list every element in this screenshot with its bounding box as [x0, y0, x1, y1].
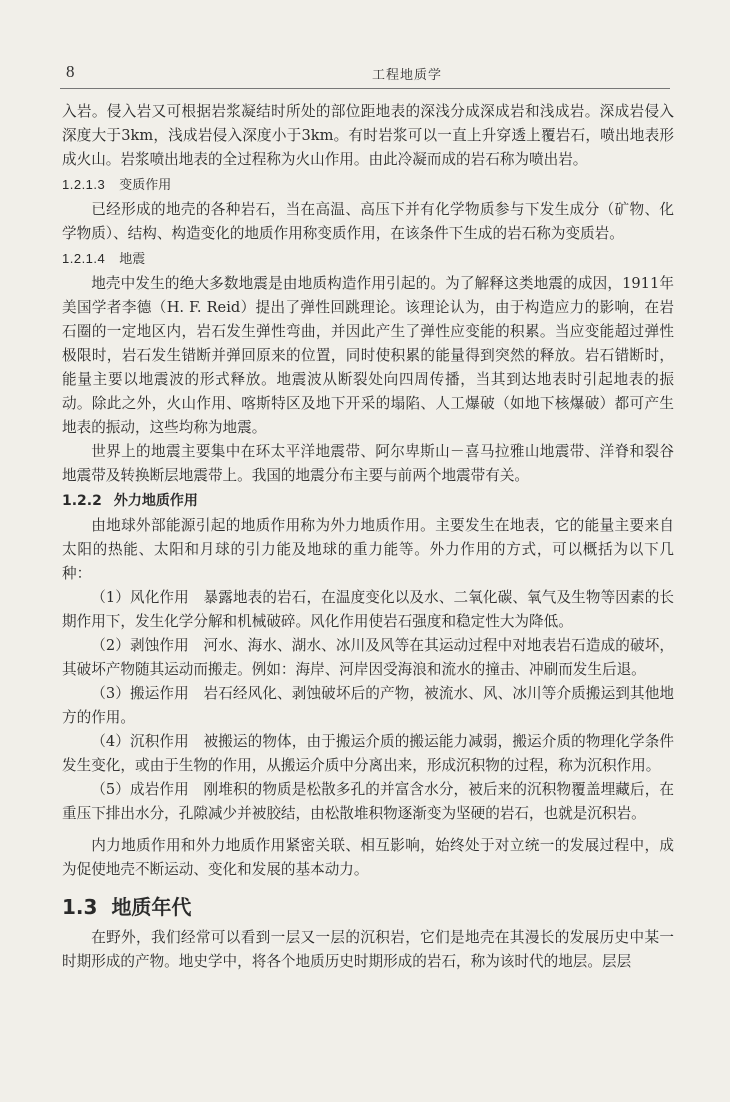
- section-title: 地震: [119, 252, 146, 267]
- paragraph: 由地球外部能源引起的地质作用称为外力地质作用。主要发生在地表，它的能量主要来自太阳的热能、太阳和月球的引力能及地球的重力能等。外力作用的方式，可以概括为以下几种：: [62, 517, 674, 582]
- paragraph: 地壳中发生的绝大多数地震是由地质构造作用引起的。为了解释这类地震的成因，1911年美国学者李德（H. F. Reid）提出了弹性回跳理论。该理论认为，由于构造应力的影响，在岩石圈的一定地区内，岩石发生弹性弯曲，并因此产生了弹性应变能的积累。当应变能超过弹性极限时，岩石发生错断并弹回原来的位置，同时使积累的能量得到突然的释放。岩石错断时，能量主要以地震波的形式释放。地震波从断裂处向四周传播，当其到达地表时引起地表的振动。除此之外，火山作用、喀斯特区及地下开采的塌陷、人工爆破（如地下核爆破）都可产生地表的振动，这些均称为地震。: [62, 275, 674, 436]
- subsection-heading-1-2-1-3: [62, 173, 674, 197]
- paragraph: 已经形成的地壳的各种岩石，当在高温、高压下并有化学物质参与下发生成分（矿物、化学物质）、结构、构造变化的地质作用称变质作用，在该条件下生成的岩石称为变质岩。: [62, 201, 674, 242]
- section-number: 1.2.2: [62, 493, 102, 509]
- section-heading-1-2-2: [62, 489, 674, 513]
- paragraph: 内力地质作用和外力地质作用紧密关联、相互影响，始终处于对立统一的发展过程中，成为促使地壳不断运动、变化和发展的基本动力。: [62, 837, 674, 878]
- spacer: [62, 826, 674, 834]
- section-title: 外力地质作用: [113, 493, 198, 509]
- paragraph: 世界上的地震主要集中在环太平洋地震带、阿尔卑斯山－喜马拉雅山地震带、洋脊和裂谷地震带及转换断层地震带上。我国的地震分布主要与前两个地震带有关。: [62, 443, 674, 484]
- page-number: 8: [66, 62, 75, 81]
- list-item-diagenesis: （5）成岩作用 刚堆积的物质是松散多孔的并富含水分，被后来的沉积物覆盖埋藏后，在重压下排出水分，孔隙减少并被胶结，由松散堆积物逐渐变为坚硬的岩石，也就是沉积岩。: [62, 781, 674, 822]
- header-rule: [60, 88, 670, 89]
- section-title: 地质年代: [111, 895, 192, 919]
- list-item-weathering: （1）风化作用 暴露地表的岩石，在温度变化以及水、二氧化碳、氧气及生物等因素的长期作用下，发生化学分解和机械破碎。风化作用使岩石强度和稳定性大为降低。: [62, 589, 674, 630]
- running-title: 工程地质学: [372, 68, 443, 83]
- section-title: 变质作用: [119, 178, 172, 193]
- section-number: 1.3: [62, 895, 98, 919]
- paragraph: 入岩。侵入岩又可根据岩浆凝结时所处的部位距地表的深浅分成深成岩和浅成岩。深成岩侵入深度大于3km，浅成岩侵入深度小于3km。有时岩浆可以一直上升穿透上覆岩石，喷出地表形成火山。岩浆喷出地表的全过程称为火山作用。由此冷凝而成的岩石称为喷出岩。: [62, 103, 674, 168]
- page-header: [60, 58, 670, 88]
- section-heading-1-3: [62, 892, 674, 922]
- section-number: 1.2.1.3: [62, 177, 106, 192]
- body-text: [62, 100, 674, 974]
- list-item-erosion: （2）剥蚀作用 河水、海水、湖水、冰川及风等在其运动过程中对地表岩石造成的破坏，其破坏产物随其运动而搬走。例如：海岸、河岸因受海浪和流水的撞击、冲刷而发生后退。: [62, 637, 674, 678]
- list-item-deposition: （4）沉积作用 被搬运的物体，由于搬运介质的搬运能力减弱，搬运介质的物理化学条件发生变化，或由于生物的作用，从搬运介质中分离出来，形成沉积物的过程，称为沉积作用。: [62, 733, 674, 774]
- paragraph: 在野外，我们经常可以看到一层又一层的沉积岩，它们是地壳在其漫长的发展历史中某一时期形成的产物。地史学中，将各个地质历史时期形成的岩石，称为该时代的地层。层层: [62, 929, 674, 970]
- subsection-heading-1-2-1-4: [62, 247, 674, 271]
- section-number: 1.2.1.4: [62, 251, 106, 266]
- list-item-transport: （3）搬运作用 岩石经风化、剥蚀破坏后的产物，被流水、风、冰川等介质搬运到其他地方的作用。: [62, 685, 674, 726]
